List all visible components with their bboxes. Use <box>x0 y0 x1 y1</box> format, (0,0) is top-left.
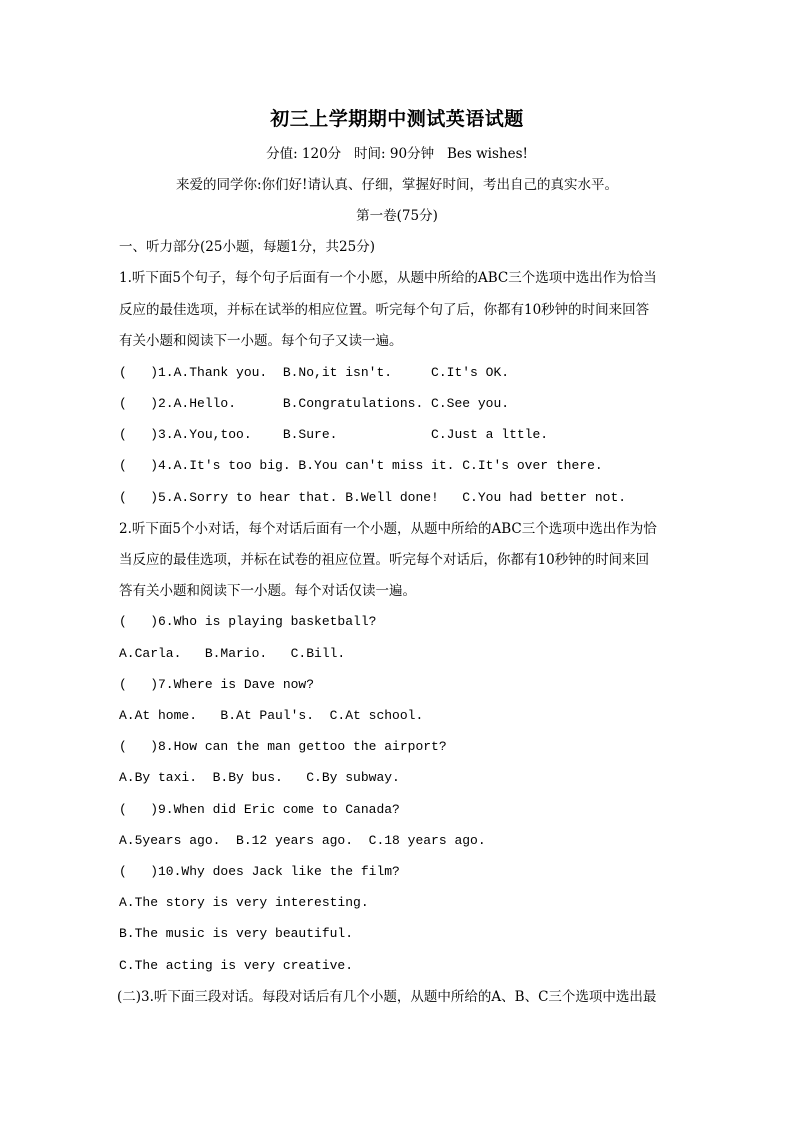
part3-instruction-line1: (二)3.听下面三段对话。每段对话后有几个小题，从题中所给的A、B、C三个选项中选出最 <box>117 989 657 1005</box>
greeting-line: 来爱的同学你:你们好!请认真、仔细，掌握好时间，考出自己的真实水平。 <box>176 177 618 193</box>
question-10-option-b: B.The music is very beautiful. <box>119 926 354 941</box>
question-7: ( )7.Where is Dave now? <box>119 677 315 692</box>
question-9-options: A.5years ago. B.12 years ago. C.18 years ago. <box>119 833 486 848</box>
question-10: ( )10.Why does Jack like the film? <box>119 864 400 879</box>
part2-instruction-line3: 答有关小题和阅读下一小题。每个对话仅读一遍。 <box>119 583 416 599</box>
part2-instruction-line2: 当反应的最佳选项，并标在试卷的祖应位置。听完每个对话后，你都有10秒钟的时间来回 <box>119 552 650 568</box>
exam-title: 初三上学期期中测试英语试题 <box>270 108 524 130</box>
volume-title: 第一卷(75分) <box>356 208 438 224</box>
question-7-options: A.At home. B.At Paul's. C.At school. <box>119 708 424 723</box>
question-8-options: A.By taxi. B.By bus. C.By subway. <box>119 770 400 785</box>
question-2: ( )2.A.Hello. B.Congratulations. C.See you. <box>119 396 510 411</box>
question-4: ( )4.A.It's too big. B.You can't miss it. C.It's over there. <box>119 458 603 473</box>
question-6-options: A.Carla. B.Mario. C.Bill. <box>119 646 346 661</box>
part1-instruction-line2: 反应的最佳选项，并标在试举的相应位置。听完每个句了后，你都有10秒钟的时间来回答 <box>119 302 650 318</box>
question-1: ( )1.A.Thank you. B.No,it isn't. C.It's OK. <box>119 365 510 380</box>
section-listening-heading: 一、听力部分(25小题，每题1分，共25分) <box>119 239 375 255</box>
part2-instruction-line1: 2.听下面5个小对话，每个对话后面有一个小题，从题中所给的ABC三个选项中选出作为恰 <box>119 521 657 537</box>
score-time-line: 分值: 120分 时间: 90分钟 Bes wishes! <box>266 146 528 162</box>
question-3: ( )3.A.You,too. B.Sure. C.Just a lttle. <box>119 427 549 442</box>
question-10-option-c: C.The acting is very creative. <box>119 958 354 973</box>
question-8: ( )8.How can the man gettoo the airport? <box>119 739 447 754</box>
question-10-option-a: A.The story is very interesting. <box>119 895 369 910</box>
part1-instruction-line3: 有关小题和阅读下一小题。每个句子又读一遍。 <box>119 333 403 349</box>
question-9: ( )9.When did Eric come to Canada? <box>119 802 400 817</box>
question-6: ( )6.Who is playing basketball? <box>119 614 377 629</box>
part1-instruction-line1: 1.听下面5个句子，每个句子后面有一个小愿，从题中所给的ABC三个选项中选出作为恰当 <box>119 270 657 286</box>
question-5: ( )5.A.Sorry to hear that. B.Well done! C.You had better not. <box>119 490 627 505</box>
